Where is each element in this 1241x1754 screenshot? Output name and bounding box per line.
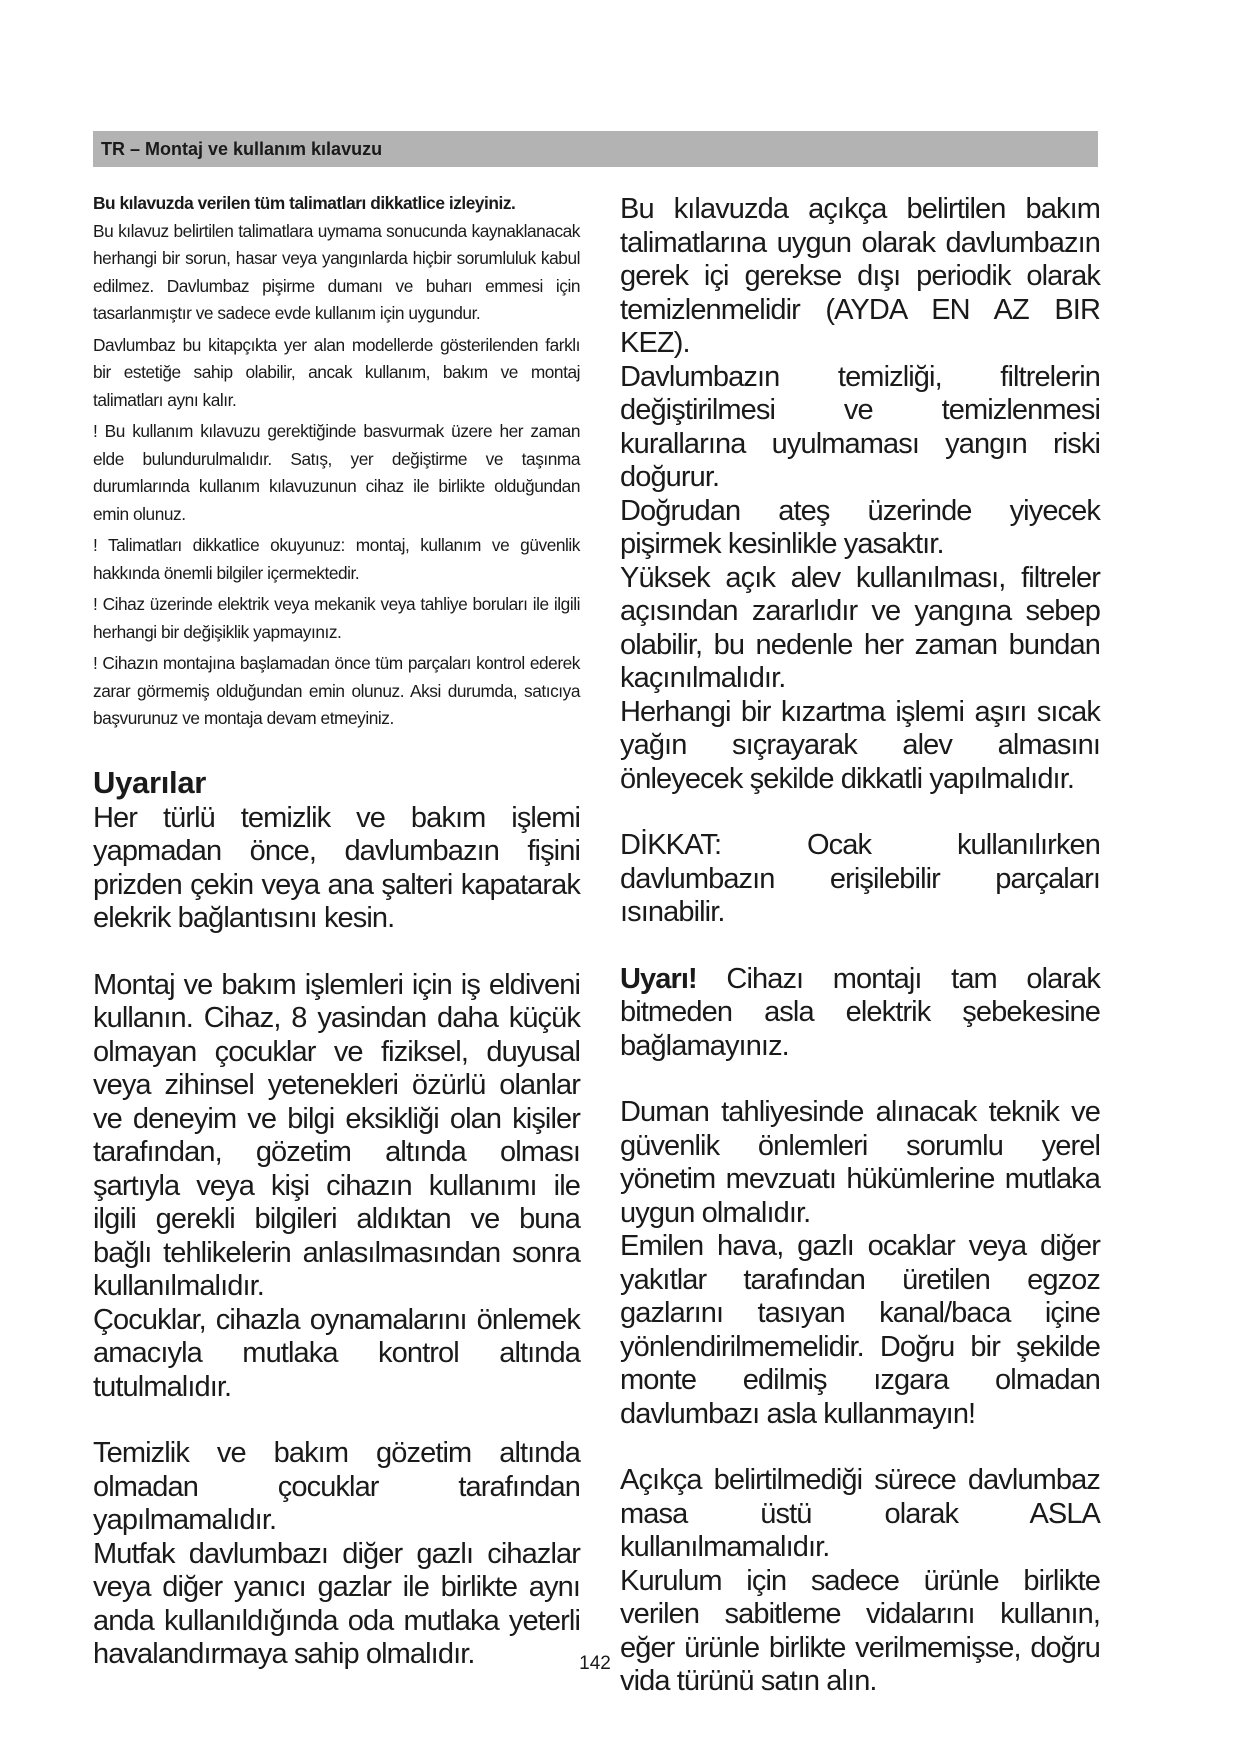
uyari-label: Uyarı! bbox=[620, 962, 697, 995]
page-number: 142 bbox=[579, 1653, 611, 1674]
right-column bbox=[620, 193, 1100, 1699]
warning-paragraph-2: Montaj ve bakım işlemleri için iş eldiveni kullanın. Cihaz, 8 yasindan daha küçük olmayan çocuklar ve fiziksel, duyusal veya zihinsel yetenekleri özürlü olanlar ve deneyim ve bilgi eksikliği olan kişiler tarafından, gözetim altında olması şartıyla veya kişi cihazın kullanımı ile ilgili gerekli bilgileri aldıktan ve buna bağlı tehlikelerin anlasılmasından sonra kullanılmalıdır. bbox=[93, 968, 580, 1302]
section-header-bar bbox=[93, 131, 1098, 167]
warnings-heading: Uyarılar bbox=[93, 764, 207, 800]
intro-paragraph-4: ! Talimatları dikkatlice okuyunuz: montaj, kullanım ve güvenlik hakkında önemli bilgiler içermektedir. bbox=[93, 535, 580, 583]
caution-paragraph: DİKKAT: Ocak kullanılırken davlumbazın erişilebilir parçaları ısınabilir. bbox=[620, 829, 1100, 928]
right-paragraph-1: Bu kılavuzda açıkça belirtilen bakım talimatlarına uygun olarak davlumbazın gerek içi gerekse dışı periodik olarak temizlenmelidir (AYDA EN AZ BIR KEZ). bbox=[620, 193, 1100, 359]
intro-paragraph-3: ! Bu kullanım kılavuzu gerektiğinde basvurmak üzere her zaman elde bulundurulmalıdır. Satış, yer değiştirme ve taşınma durumlarında kullanım kılavuzunun cihaz ile birlikte olduğundan emin olunuz. bbox=[93, 421, 580, 524]
right-paragraph-5: Herhangi bir kızartma işlemi aşırı sıcak yağın sıçrayarak alev almasını önleyecek şekilde dikkatli yapılmalıdır. bbox=[620, 695, 1100, 795]
uyari-paragraph bbox=[620, 963, 1100, 1064]
right-paragraph-3: Doğrudan ateş üzerinde yiyecek pişirmek kesinlikle yasaktır. bbox=[620, 494, 1100, 560]
intro-bold-text: Bu kılavuzda verilen tüm talimatları dikkatlice izleyiniz. bbox=[93, 193, 516, 213]
intro-paragraph-1: Bu kılavuz belirtilen talimatlara uymama sonucunda kaynaklanacak herhangi bir sorun, hasar veya yangınlarda hiçbir sorumluluk kabul edilmez. Davlumbaz pişirme dumanı ve buharı emmesi için tasarlanmıştır ve sadece evde kullanım için uygundur. bbox=[93, 220, 580, 323]
intro-paragraph-2: Davlumbaz bu kitapçıkta yer alan modellerde gösterilenden farklı bir estetiğe sahip olabilir, ancak kullanım, bakım ve montaj talimatları aynı kalır. bbox=[93, 334, 580, 410]
warning-paragraph-5: Mutfak davlumbazı diğer gazlı cihazlar veya diğer yanıcı gazlar ile birlikte aynı anda kullanıldığında oda mutlaka yeterli havalandırmaya sahip olmalıdır. bbox=[93, 1537, 580, 1670]
uyari-text: Cihazı montajı tam olarak bitmeden asla elektrik şebekesine bağlamayınız. bbox=[620, 962, 1100, 1062]
right-paragraph-9: Açıkça belirtilmediği sürece davlumbaz masa üstü olarak ASLA kullanılmamalıdır. bbox=[620, 1464, 1100, 1563]
right-paragraph-4: Yüksek açık alev kullanılması, filtreler açısından zararlıdır ve yangına sebep olabilir, bu nedenle her zaman bundan kaçınılmalıdır. bbox=[620, 561, 1100, 694]
intro-paragraph-6: ! Cihazın montajına başlamadan önce tüm parçaları kontrol ederek zarar görmemiş olduğundan emin olunuz. Aksi durumda, satıcıya başvurunuz ve montaja devam etmeyiniz. bbox=[93, 653, 580, 728]
warning-paragraph-3: Çocuklar, cihazla oynamalarını önlemek amacıyla mutlaka kontrol altında tutulmalıdır. bbox=[93, 1303, 580, 1403]
right-paragraph-10: Kurulum için sadece ürünle birlikte verilen sabitleme vidalarını kullanın, eğer ürünle birlikte verilmemişse, doğru vida türünü satın alın. bbox=[620, 1564, 1100, 1697]
right-paragraph-2: Davlumbazın temizliği, filtrelerin değiştirilmesi ve temizlenmesi kurallarına uyulmaması yangın riski doğurur. bbox=[620, 360, 1100, 493]
warning-paragraph-1: Her türlü temizlik ve bakım işlemi yapmadan önce, davlumbazın fişini prizden çekin veya ana şalteri kapatarak elekrik bağlantısını kesin. bbox=[93, 801, 580, 934]
header-title: TR – Montaj ve kullanım kılavuzu bbox=[101, 139, 383, 159]
right-paragraph-8: Emilen hava, gazlı ocaklar veya diğer yakıtlar tarafından üretilen egzoz gazlarını tasıyan kanal/baca içine yönlendirilmemelidir. Doğru bir şekilde monte edilmiş ızgara olmadan davlumbazı asla kullanmayın! bbox=[620, 1230, 1100, 1430]
intro-paragraph-5: ! Cihaz üzerinde elektrik veya mekanik veya tahliye boruları ile ilgili herhangi bir değişiklik yapmayınız. bbox=[93, 594, 580, 642]
right-paragraph-7: Duman tahliyesinde alınacak teknik ve güvenlik önlemleri sorumlu yerel yönetim mevzuatı hükümlerine mutlaka uygun olmalıdır. bbox=[620, 1096, 1100, 1229]
warning-paragraph-4: Temizlik ve bakım gözetim altında olmadan çocuklar tarafından yapılmamalıdır. bbox=[93, 1437, 580, 1536]
left-column bbox=[93, 190, 580, 1672]
intro-block bbox=[93, 190, 580, 733]
warnings-body bbox=[93, 802, 580, 1672]
